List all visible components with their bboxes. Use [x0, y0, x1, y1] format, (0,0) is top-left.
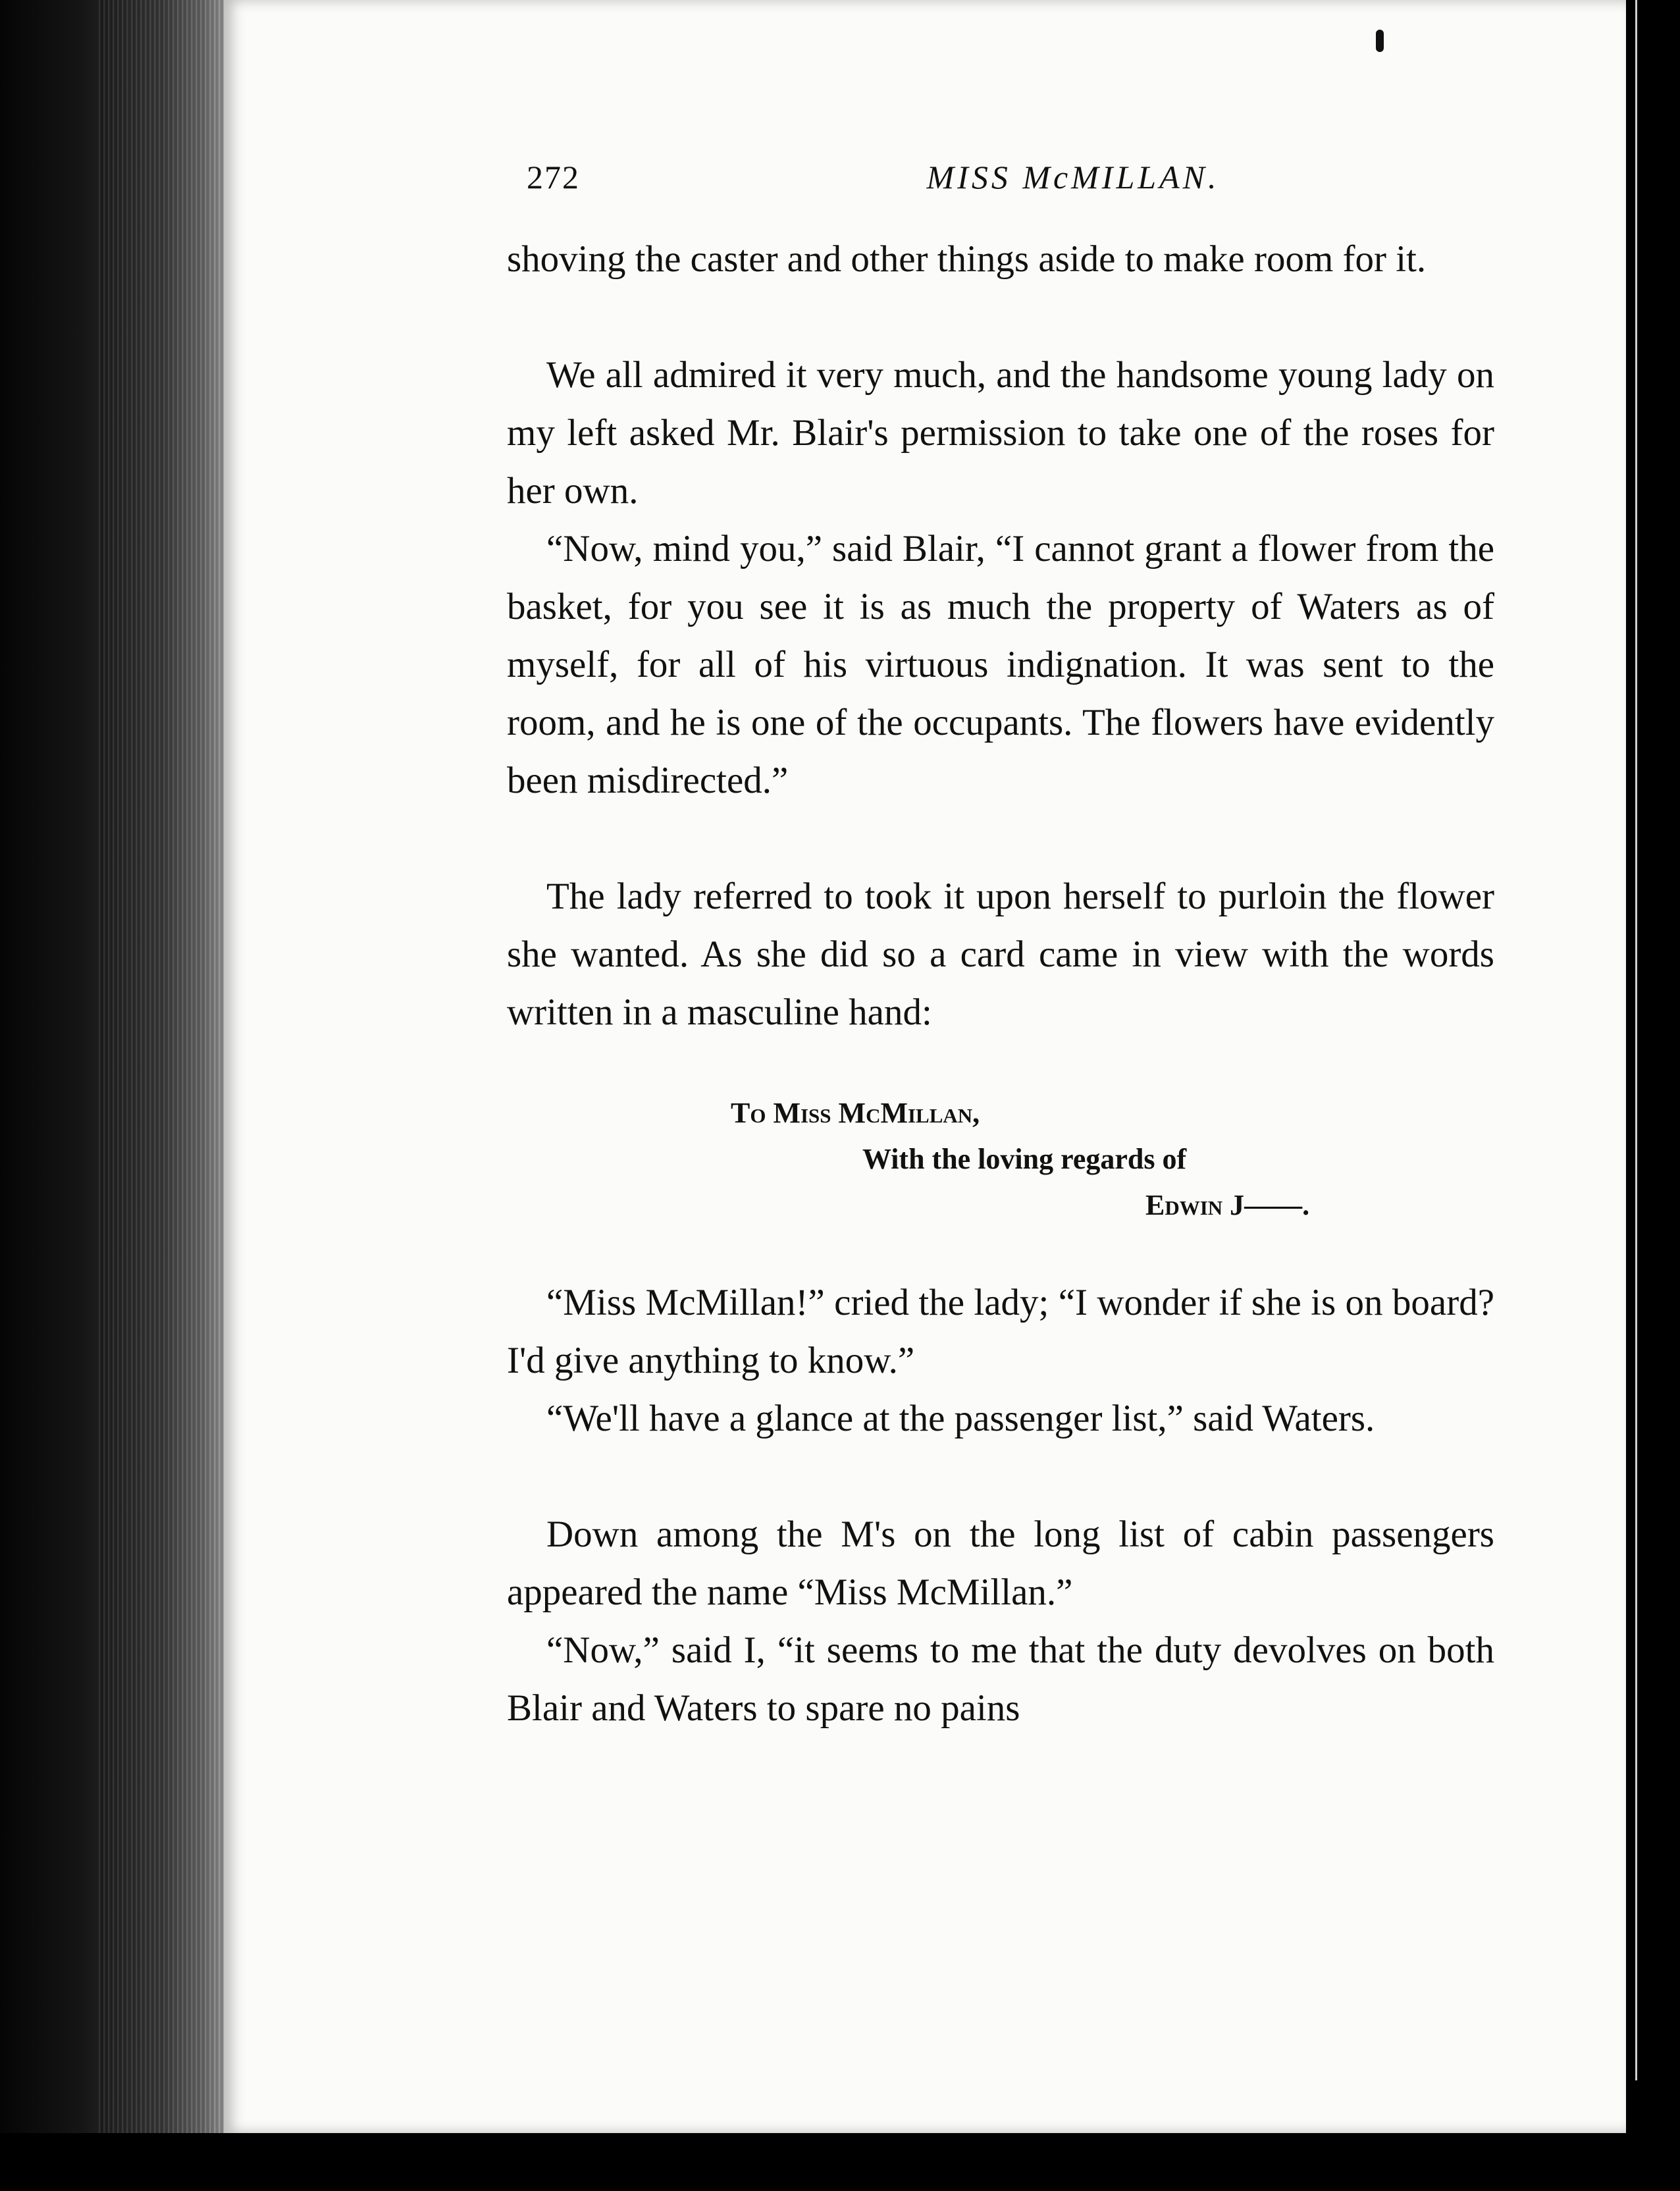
page-number: 272	[527, 159, 580, 196]
card-inscription-signature: Edwin J——.	[1145, 1189, 1310, 1221]
bottom-scan-border	[0, 2133, 1680, 2191]
paragraph-continued: shoving the caster and other things aside to make room for it.	[507, 238, 1427, 280]
paragraph: “Now, mind you,” said Blair, “I cannot grant a flower from the basket, for you see it is as much the property of Waters as of myself, for all of his virtuous indignation. It was sent to the room, and he is one of the occupants. The flowers have evidently been misdirected.”	[507, 528, 1494, 801]
paragraph: The lady referred to took it upon herself to purloin the flower she wanted. As she did so a card came in view with the words written in a masculine hand:	[507, 876, 1494, 1033]
scan-speck	[1376, 30, 1384, 52]
page-header	[527, 158, 1501, 204]
card-inscription-line-1: To Miss McMillan,	[731, 1097, 980, 1129]
paragraph: “Now,” said I, “it seems to me that the duty devolves on both Blair and Waters to spare no pains	[507, 1629, 1494, 1729]
right-scan-border	[1626, 0, 1680, 2191]
page-edge-streaks	[99, 0, 230, 2191]
paragraph: “We'll have a glance at the passenger list,” said Waters.	[546, 1398, 1375, 1439]
page-paper	[224, 0, 1626, 2133]
running-title: MISS McMILLAN.	[926, 159, 1220, 196]
paragraph: We all admired it very much, and the handsome young lady on my left asked Mr. Blair's permission to take one of the roses for her own.	[507, 354, 1494, 512]
paragraph: “Miss McMillan!” cried the lady; “I wonder if she is on board? I'd give anything to know.”	[507, 1282, 1494, 1381]
paragraph: Down among the M's on the long list of cabin passengers appeared the name “Miss McMillan.”	[507, 1514, 1494, 1613]
right-page-edge-line	[1635, 0, 1637, 2080]
card-inscription-line-2: With the loving regards of	[862, 1143, 1187, 1175]
